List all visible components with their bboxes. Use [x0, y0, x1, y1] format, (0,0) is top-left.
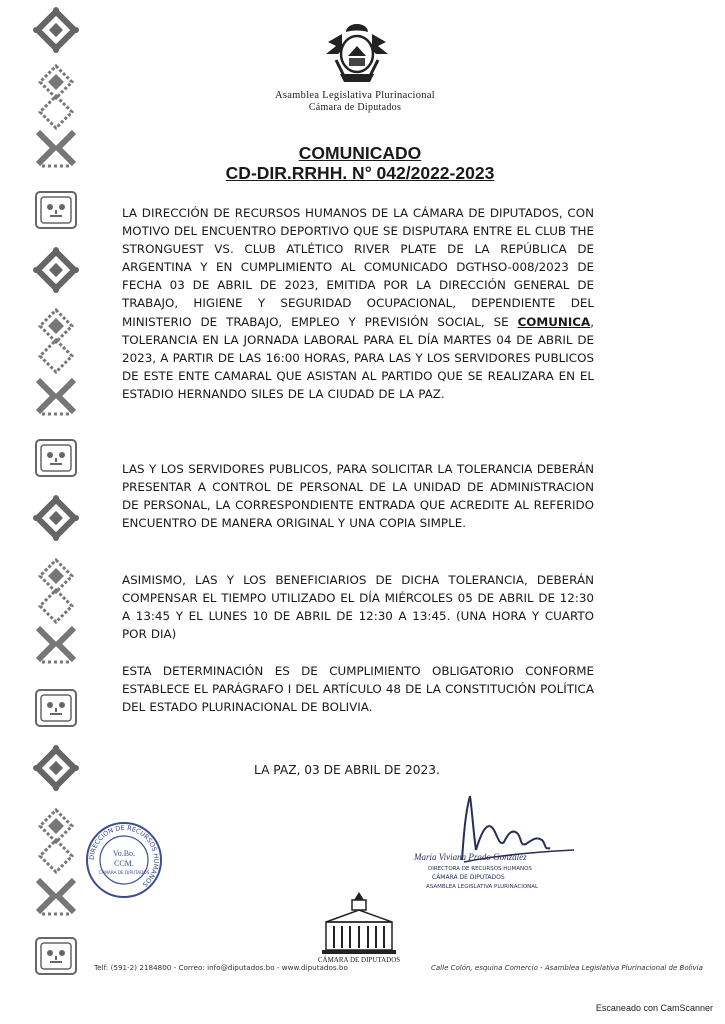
paragraph-1-before: LA DIRECCIÓN DE RECURSOS HUMANOS DE LA CÁMARA DE DIPUTADOS, CON MOTIVO DEL ENCUENTRO DEPORTIVO QUE SE DISPUTARA ENTRE EL CLUB THE STRONGUEST VS. CLUB ATLÉTICO RIVER PLATE DE LA REPÚBLICA DE ARGENTINA Y EN CUMPLIMIENTO AL COMUNICADO DGTHSO-008/2023 DE FECHA 03 DE ABRIL DE 2023, EMITIDA POR LA DIRECCIÓN GENERAL DE TRABAJO, HIGIENE Y SEGURIDAD OCUPACIONAL, DEPENDIENTE DEL MINISTERIO DE TRABAJO, EMPLEO Y PREVISIÓN SOCIAL, SE	[122, 206, 594, 329]
coat-of-arms-icon	[322, 20, 392, 86]
document-title: COMUNICADO	[298, 143, 422, 163]
footer-logo-caption: CÁMARA DE DIPUTADOS	[317, 956, 401, 964]
paragraph-2: LAS Y LOS SERVIDORES PUBLICOS, PARA SOLICITAR LA TOLERANCIA DEBERÁN PRESENTAR A CONTROL DE PERSONAL DE LA UNIDAD DE ADMINISTRACION DE PERSONAL, LA CORRESPONDIENTE ENTRADA QUE ACREDITE AL REFERIDO ENCUENTRO DE MANERA ORIGINAL Y UNA COPIA SIMPLE.	[122, 462, 594, 531]
document-number: CD-DIR.RRHH. N° 042/2022-2023	[225, 163, 495, 183]
scanner-watermark: Escaneado con CamScanner	[595, 1003, 713, 1013]
institution-line-1: Asamblea Legislativa Plurinacional	[274, 90, 436, 101]
institution-line-2: Cámara de Diputados	[308, 102, 402, 113]
paragraph-3: ASIMISMO, LAS Y LOS BENEFICIARIOS DE DICHA TOLERANCIA, DEBERÁN COMPENSAR EL TIEMPO UTILIZADO EL DÍA MIÉRCOLES 05 DE ABRIL DE 12:30 A 13:45 Y EL LUNES 10 DE ABRIL DE 12:30 A 13:45. (UNA HORA Y CUARTO POR DIA)	[122, 573, 594, 642]
signatory-name: María Viviana Prado González	[414, 852, 527, 862]
paragraph-4: ESTA DETERMINACIÓN ES DE CUMPLIMIENTO OBLIGATORIO CONFORME ESTABLECE EL PARÁGRAFO I DEL ARTÍCULO 48 DE LA CONSTITUCIÓN POLÍTICA DEL ESTADO PLURINACIONAL DE BOLIVIA.	[122, 664, 594, 715]
stamp-vobo: Vo.Bo.	[112, 849, 136, 858]
stamp-ccm: CCM.	[114, 859, 134, 868]
footer-address: Calle Colón, esquina Comercio - Asamblea Legislativa Plurinacional de Bolivia	[431, 964, 703, 972]
footer-contact: Telf: (591-2) 2184800 - Correo: info@diputados.bo - www.diputados.bo	[94, 963, 348, 972]
stamp-ring-text: DIRECCIÓN DE RECURSOS HUMANOS	[87, 823, 161, 889]
paragraph-1-bold: COMUNICA	[517, 314, 591, 329]
official-stamp-left	[84, 820, 164, 900]
stamp-chamber: CÁMARA DE DIPUTADOS	[98, 870, 150, 875]
signatory-role: DIRECTORA DE RECURSOS HUMANOS	[428, 866, 532, 872]
signatory-assembly: ASAMBLEA LEGISLATIVA PLURINACIONAL	[426, 884, 539, 890]
place-and-date: LA PAZ, 03 DE ABRIL DE 2023.	[254, 763, 440, 777]
signatory-chamber: CÁMARA DE DIPUTADOS	[432, 874, 505, 881]
paragraph-1	[122, 204, 594, 403]
paragraph-1-after: , TOLERANCIA EN LA JORNADA LABORAL PARA EL DÍA MARTES 04 DE ABRIL DE 2023, A PARTIR DE LAS 16:00 HORAS, PARA LAS Y LOS SERVIDORES PUBLICOS DE ESTE ENTE CAMARAL QUE ASISTAN AL PARTIDO QUE SE REALIZARA EN EL ESTADIO HERNANDO SILES DE LA CIUDAD DE LA PAZ.	[122, 314, 594, 401]
signature-block	[404, 790, 604, 900]
chamber-building-logo-icon	[312, 888, 407, 970]
